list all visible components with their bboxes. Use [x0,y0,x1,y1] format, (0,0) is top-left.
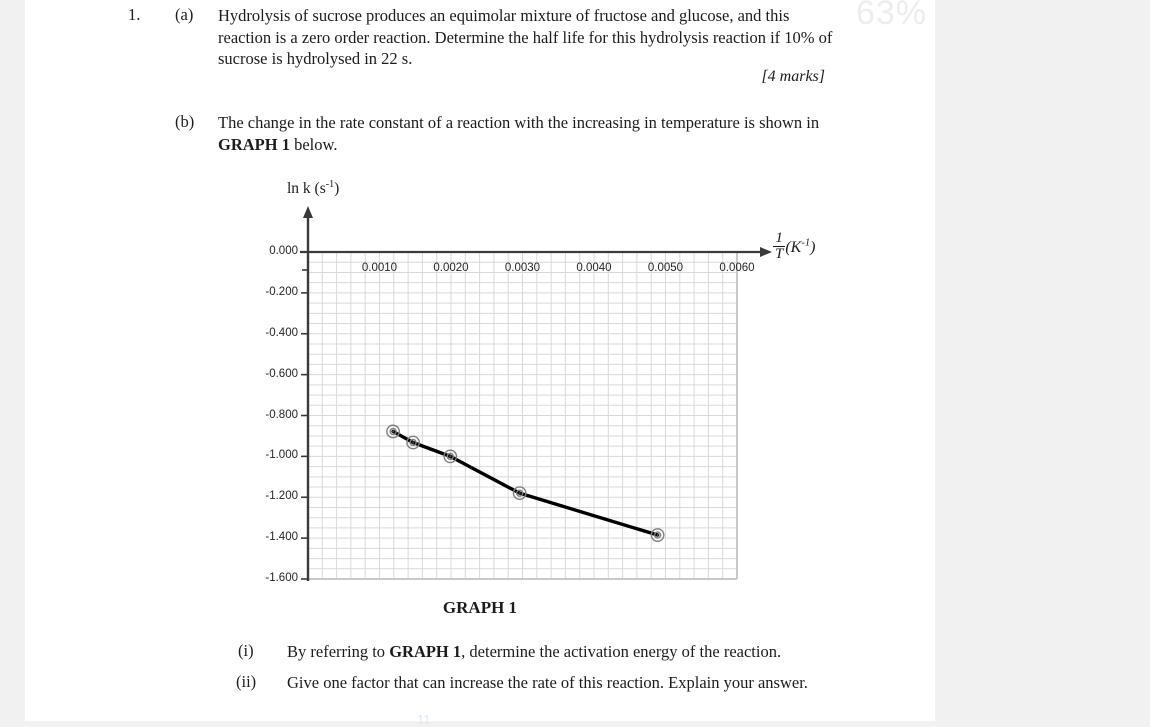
item-i-label: (i) [238,641,254,660]
question-number: 1. [128,5,141,24]
x-axis-tick-label: 0.0030 [504,262,541,274]
x-axis-unit-exponent: -1 [801,237,811,249]
y-axis-arrowhead [303,206,313,218]
data-series-line [393,431,658,535]
item-ii-text [287,672,849,694]
part-b-graph-ref: GRAPH 1 [218,134,290,154]
y-axis-tick-label: -1.600 [265,572,298,584]
y-axis-tick-label: -0.600 [265,367,298,380]
x-axis-title-denominator: T [775,246,784,263]
y-axis-title-tail: ) [334,180,340,198]
part-b-label: (b) [175,112,195,131]
x-axis-tick-label: 0.0040 [576,262,612,274]
graph-1-caption: GRAPH 1 [442,598,518,617]
x-axis-unit-open: (K [785,238,802,256]
item-i-text [287,641,849,663]
graph-1-figure [25,0,935,640]
y-axis-tick-label: -0.200 [265,285,298,298]
part-a-text: Hydrolysis of sucrose produces an equimolar mixture of fructose and glucose, and this reaction is a zero order reaction. Determine the half life for this hydrolysis reaction if 10% of sucrose is hydrolysed in 22 s. [218,6,833,68]
part-b-text-lead: The change in the rate constant of a reaction with the increasing in temperature is shown in [218,113,820,132]
y-axis-tick-label: -0.800 [265,408,298,421]
x-axis-tick-label: 0.0050 [647,262,684,274]
part-b-text-tail: below. [289,134,338,154]
x-axis-tick-label: 0.0020 [433,262,469,274]
document-page [25,0,935,727]
x-axis-tick-label: 0.0010 [361,262,398,274]
page-watermark: 63% [855,0,927,32]
plot-gridlines [308,252,737,579]
item-i-text-lead: By referring to [287,642,390,661]
item-i-text-tail: , determine the activation energy of the reaction. [461,642,782,661]
y-axis-title-text: ln k (s [287,180,326,198]
part-a-marks: [4 marks] [761,68,825,85]
x-axis-unit-close: ) [810,238,816,256]
item-ii-text-lead: Give one factor that can increase the rate of this reaction. Explain your answer. [287,673,808,692]
part-a-label: (a) [175,5,194,24]
page-bottom-partial-text: 11 [417,712,431,727]
y-axis-tick-label: -0.400 [265,326,298,339]
y-axis-tick-label: -1.200 [265,490,298,503]
x-axis-title-numerator: 1 [775,230,783,246]
y-axis-tick-label: -1.000 [265,449,298,462]
item-ii-label: (ii) [236,672,257,691]
y-axis-tick-label: -1.400 [265,531,298,544]
x-axis-tick-label: 0.0060 [719,262,755,274]
graph-1-plot [25,0,935,640]
x-axis-arrowhead [760,247,772,257]
item-i-graph-ref: GRAPH 1 [389,642,462,661]
y-axis-title-exponent: -1 [325,179,335,190]
y-axis-tick-label: 0.000 [269,245,298,257]
